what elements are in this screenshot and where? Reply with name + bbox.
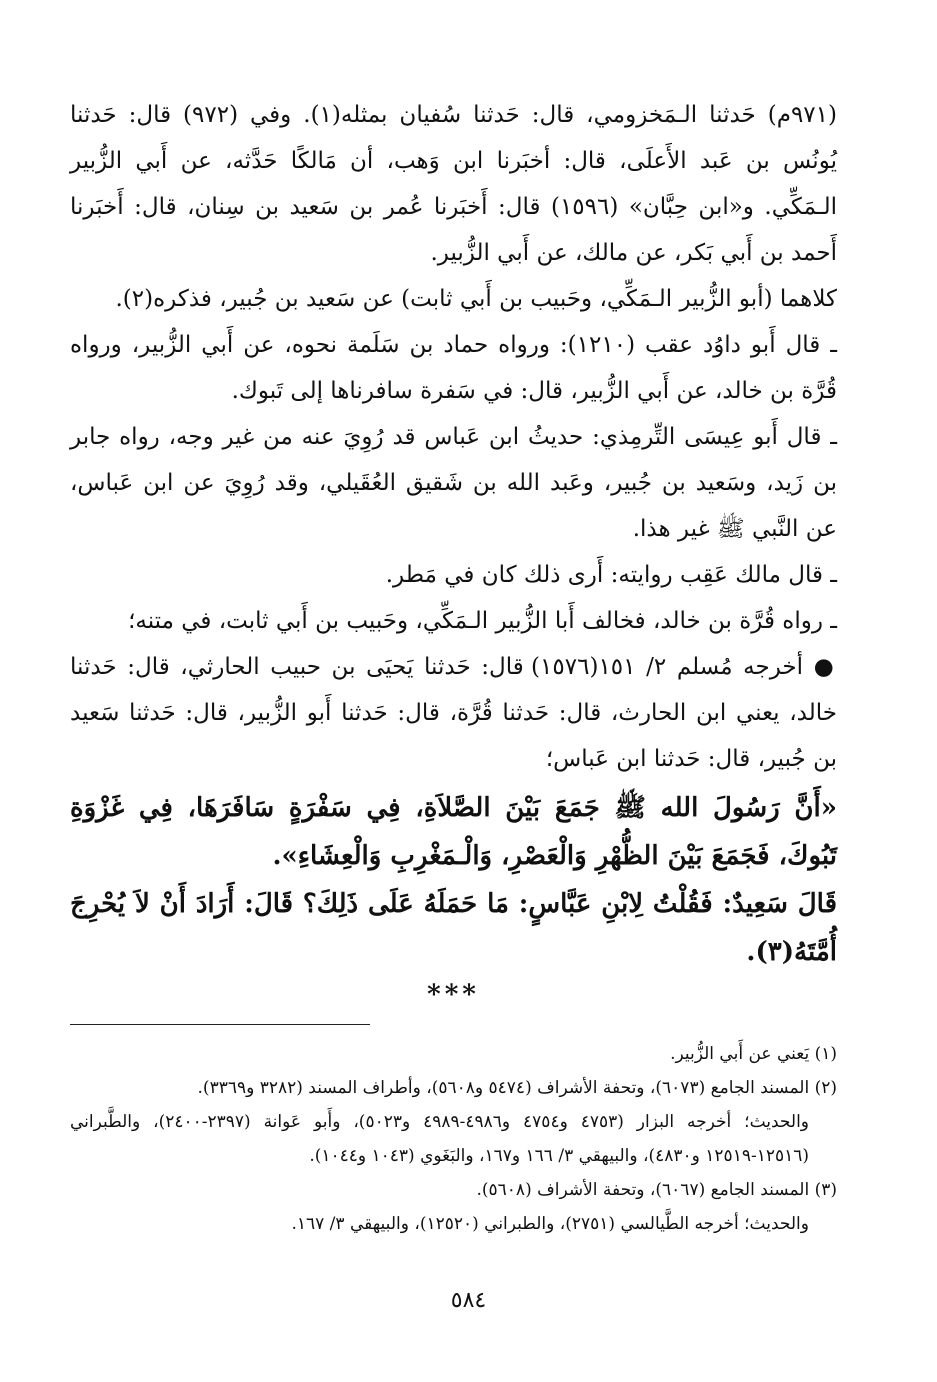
footnote-rule	[70, 1024, 370, 1025]
footnote: (٢) المسند الجامع (٦٠٧٣)، وتحفة الأشراف (٥٤٧٤ و٥٦٠٨)، وأطراف المسند (٣٢٨٢ و٣٣٦٩).	[197, 1078, 837, 1098]
footnote: (١) يَعني عن أَبي الزُّبير.	[670, 1044, 837, 1064]
paragraph: ● أخرجه مُسلم ٢/ ١٥١(١٥٧٦) قال: حَدثنا يَحيَى بن حبيب الحارثي، قال: حَدثنا خالد، يعني ابن الحارث، قال: حَدثنا قُرَّة، قال: حَدثنا أَبو الزُّبير، قال: حَدثنا سَعيد بن جُبير، قال: حَدثنا ابن عَباس؛	[70, 654, 837, 772]
paragraph: ـ قال أَبو داوُد عقب (١٢١٠): ورواه حماد بن سَلَمة نحوه، عن أَبي الزُّبير، ورواه قُرَّة بن خالد، عن أَبي الزُّبير، قال: في سَفرة سافرناها إلى تَبوك.	[70, 332, 838, 404]
page-number: ٥٨٤	[450, 1288, 487, 1313]
hadith-text	[70, 784, 837, 976]
footnote-continuation: والحديث؛ أخرجه البزار (٤٧٥٣ و٤٧٥٤ و٤٩٨٦-٤٩٨٩ و٥٠٢٣)، وأَبو عَوانة (٢٣٩٧-٢٤٠٠)، والطَّبراني (١٢٥١٦-١٢٥١٩ و٤٨٣٠)، والبيهقي ٣/ ١٦٦ و١٦٧، والبَغَوي (١٠٤٣ و١٠٤٤).	[70, 1112, 810, 1166]
main-text	[70, 92, 837, 782]
footnote: (٣) المسند الجامع (٦٠٦٧)، وتحفة الأشراف (٥٦٠٨).	[476, 1180, 837, 1200]
hadith-line: قَالَ سَعِيدٌ: فَقُلْتُ لِابْنِ عَبَّاسٍ: مَا حَمَلَهُ عَلَى ذَلِكَ؟ قَالَ: أَرَادَ أَنْ لاَ يُحْرِجَ أُمَّتَهُ(٣).	[70, 889, 837, 967]
paragraph: كلاهما (أبو الزُّبير الـمَكِّي، وحَبيب بن أَبي ثابت) عن سَعيد بن جُبير، فذكره(٢).	[115, 286, 837, 312]
paragraph: ـ قال أَبو عِيسَى التِّرمِذي: حديثُ ابن عَباس قد رُوِيَ عنه من غير وجه، رواه جابر بن زَيد، وسَعيد بن جُبير، وعَبد الله بن شَقيق العُقَيلي، وقد رُوِيَ عن ابن عَباس، عن النَّبي ﷺ غير هذا.	[70, 424, 837, 542]
paragraph: ـ رواه قُرَّة بن خالد، فخالف أَبا الزُّبير الـمَكِّي، وحَبيب بن أَبي ثابت، في متنه؛	[128, 608, 837, 634]
footnote-continuation: والحديث؛ أخرجه الطَّيالسي (٢٧٥١)، والطبراني (١٢٥٢٠)، والبيهقي ٣/ ١٦٧.	[291, 1214, 809, 1234]
paragraph: ـ قال مالك عَقِب روايته: أَرى ذلك كان في مَطر.	[385, 562, 837, 588]
footnotes	[70, 1037, 837, 1241]
paragraph: (٩٧١م) حَدثنا الـمَخزومي، قال: حَدثنا سُفيان بمثله(١). وفي (٩٧٢) قال: حَدثنا يُونُس بن عَبد الأَعلَى، قال: أخبَرنا ابن وَهب، أن مَالكًا حَدَّثه، عن أَبي الزُّبير الـمَكِّي. و«ابن حِبَّان» (١٥٩٦) قال: أَخبَرنا عُمر بن سَعيد بن سِنان، قال: أَخبَرنا أَحمد بن أَبي بَكر، عن مالك، عن أَبي الزُّبير.	[70, 102, 838, 266]
page-body	[70, 92, 837, 1241]
section-separator: ***	[427, 980, 480, 1010]
hadith-line: «أَنَّ رَسُولَ الله ﷺ جَمَعَ بَيْنَ الصَّلاَةِ، فِي سَفْرَةٍ سَافَرَهَا، فِي غَزْوَةِ تَبُوكَ، فَجَمَعَ بَيْنَ الظُّهْرِ وَالْعَصْرِ، وَالْـمَغْرِبِ وَالْعِشَاءِ».	[70, 793, 837, 871]
